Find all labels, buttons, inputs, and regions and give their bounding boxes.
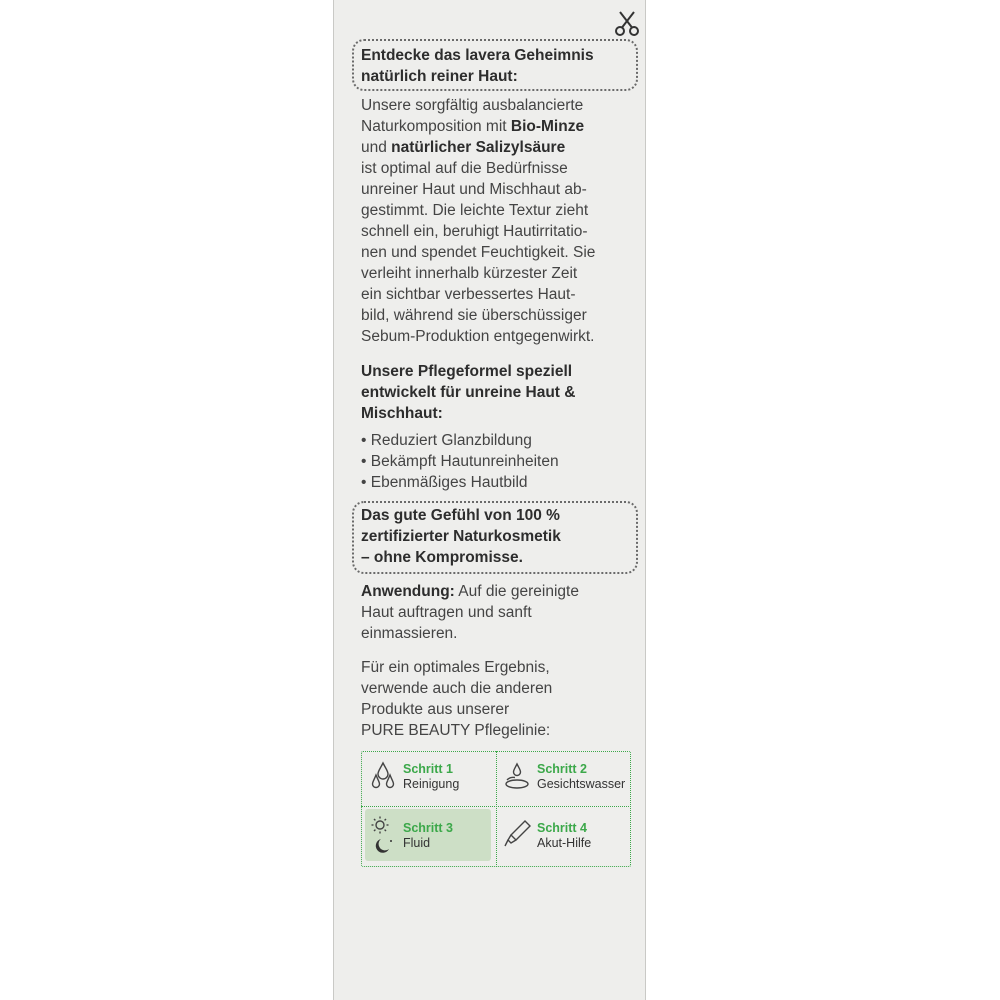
formula-headline-line: entwickelt für unreine Haut & bbox=[361, 384, 576, 401]
tube-applicator-icon bbox=[503, 818, 533, 850]
text-segment: gestimmt. Die leichte Textur zieht bbox=[361, 202, 589, 219]
text-segment: bild, während sie überschüssiger bbox=[361, 307, 587, 324]
claim-line: Das gute Gefühl von 100 % bbox=[361, 507, 560, 524]
recommend-line: PURE BEAUTY Pflegelinie: bbox=[361, 722, 551, 739]
cotton-pad-drop-icon bbox=[503, 760, 531, 792]
claim-line: zertifizierter Naturkosmetik bbox=[361, 528, 561, 545]
step-3-title: Schritt 3 bbox=[403, 821, 454, 835]
emphasis-text: natürlicher Salizylsäure bbox=[391, 139, 566, 156]
text-segment: einmassieren. bbox=[361, 625, 458, 642]
text-segment: ein sichtbar verbessertes Haut- bbox=[361, 286, 576, 303]
intro-line bbox=[361, 200, 595, 221]
intro-line bbox=[361, 326, 595, 347]
step-1-subtitle: Reinigung bbox=[403, 777, 460, 791]
droplets-icon bbox=[369, 760, 397, 792]
step-2-title: Schritt 2 bbox=[537, 762, 588, 776]
intro-headline bbox=[361, 45, 594, 87]
step-1-title: Schritt 1 bbox=[403, 762, 454, 776]
recommend-text bbox=[361, 657, 552, 741]
usage-line bbox=[361, 602, 579, 623]
text-segment: unreiner Haut und Mischhaut ab- bbox=[361, 181, 587, 198]
benefit-item: • Ebenmäßiges Hautbild bbox=[361, 474, 528, 491]
intro-line bbox=[361, 179, 595, 200]
intro-line bbox=[361, 242, 595, 263]
text-segment: Haut auftragen und sanft bbox=[361, 604, 532, 621]
text-segment: Naturkomposition mit bbox=[361, 118, 511, 135]
sun-moon-icon bbox=[369, 815, 397, 855]
emphasis-text: Anwendung: bbox=[361, 583, 455, 600]
claim-line: – ohne Kompromisse. bbox=[361, 549, 523, 566]
recommend-line: verwende auch die anderen bbox=[361, 680, 553, 697]
formula-headline-line: Mischhaut: bbox=[361, 405, 443, 422]
emphasis-text: Bio-Minze bbox=[510, 118, 585, 135]
intro-line bbox=[361, 158, 595, 179]
steps-divider-horizontal bbox=[361, 806, 631, 807]
formula-headline-line: Unsere Pflegeformel speziell bbox=[361, 363, 573, 380]
benefit-item: • Reduziert Glanzbildung bbox=[361, 432, 532, 449]
intro-headline-line: natürlich reiner Haut: bbox=[361, 68, 518, 85]
text-segment: und bbox=[361, 139, 392, 156]
intro-line bbox=[361, 263, 595, 284]
text-segment: Auf die gereinigte bbox=[454, 583, 579, 600]
formula-headline bbox=[361, 361, 575, 424]
text-segment: Unsere sorgfältig ausbalancierte bbox=[361, 97, 584, 114]
intro-line bbox=[361, 116, 595, 137]
intro-line bbox=[361, 137, 595, 158]
intro-line bbox=[361, 95, 595, 116]
intro-line bbox=[361, 221, 595, 242]
step-2-subtitle: Gesichtswasser bbox=[537, 777, 626, 791]
scissors-icon bbox=[614, 10, 640, 38]
recommend-line: Für ein optimales Ergebnis, bbox=[361, 659, 550, 676]
step-3-subtitle: Fluid bbox=[403, 836, 431, 850]
intro-line bbox=[361, 284, 595, 305]
claim-text bbox=[361, 505, 561, 568]
step-4-title: Schritt 4 bbox=[537, 821, 588, 835]
benefit-item: • Bekämpft Hautunreinheiten bbox=[361, 453, 559, 470]
text-segment: ist optimal auf die Bedürfnisse bbox=[361, 160, 568, 177]
text-segment: nen und spendet Feuchtigkeit. Sie bbox=[361, 244, 596, 261]
steps-divider-vertical bbox=[496, 751, 497, 867]
benefit-list bbox=[361, 430, 559, 493]
usage-line bbox=[361, 581, 579, 602]
intro-headline-line: Entdecke das lavera Geheimnis bbox=[361, 47, 594, 64]
text-segment: verleiht innerhalb kürzester Zeit bbox=[361, 265, 578, 282]
text-segment: schnell ein, beruhigt Hautirritatio- bbox=[361, 223, 588, 240]
usage-line bbox=[361, 623, 579, 644]
intro-text bbox=[361, 95, 595, 347]
usage-text bbox=[361, 581, 579, 644]
recommend-line: Produkte aus unserer bbox=[361, 701, 510, 718]
step-4-subtitle: Akut-Hilfe bbox=[537, 836, 592, 850]
intro-line bbox=[361, 305, 595, 326]
text-segment: Sebum-Produktion entgegenwirkt. bbox=[361, 328, 595, 345]
